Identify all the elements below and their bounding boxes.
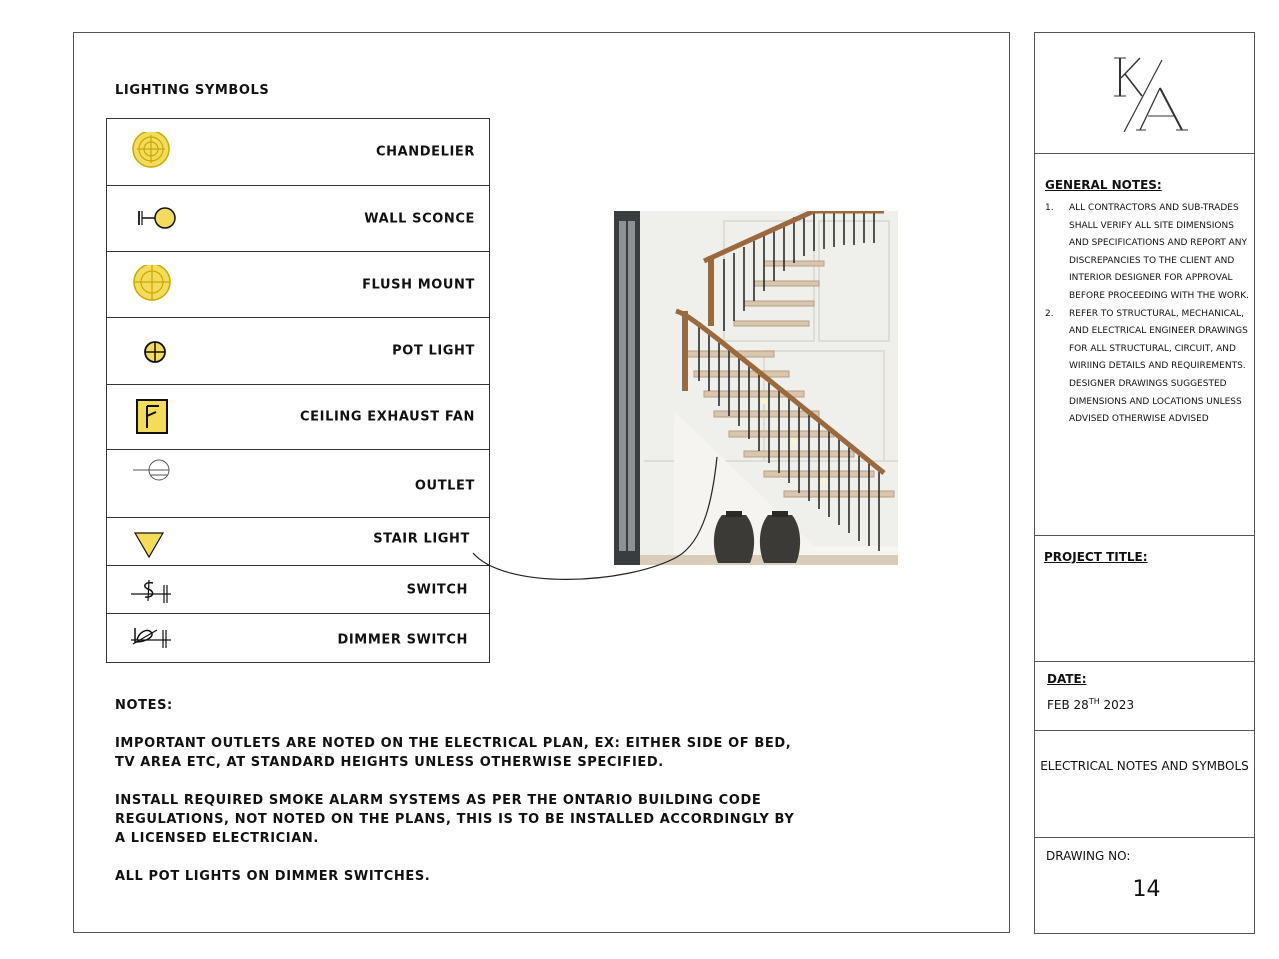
legend-label: CEILING EXHAUST FAN [300, 409, 475, 425]
project-title-label: PROJECT TITLE: [1044, 550, 1148, 564]
legend-row-pot-light [107, 318, 489, 385]
title-block [1034, 32, 1255, 934]
legend-label: CHANDELIER [375, 144, 475, 160]
exhaust-fan-symbol-icon [125, 397, 177, 437]
general-notes-title: GENERAL NOTES: [1045, 178, 1162, 192]
legend-label: WALL SCONCE [364, 211, 475, 226]
legend-row-exhaust-fan [107, 385, 489, 450]
general-note-number: 2. [1045, 308, 1054, 319]
legend-row-dimmer-switch [107, 614, 489, 662]
lighting-legend-table [106, 118, 490, 663]
drawing-no-label: DRAWING NO: [1046, 849, 1131, 863]
notes-paragraph: ALL POT LIGHTS ON DIMMER SWITCHES. [115, 869, 431, 884]
legend-label: POT LIGHT [392, 343, 475, 359]
legend-row-chandelier [107, 119, 489, 186]
pot-light-symbol-icon [125, 331, 177, 371]
date-main: FEB 28 [1047, 698, 1089, 712]
legend-row-stair-light [107, 518, 489, 566]
stair-light-symbol-icon [125, 522, 177, 562]
flush-mount-symbol-icon [125, 265, 177, 305]
general-note-text: REFER TO STRUCTURAL, MECHANICAL, AND ELECTRICAL ENGINEER DRAWINGS FOR ALL STRUCTURAL, CIRCUIT, AND WIRIING DETAILS AND REQUIREMENTS. DESIGNER DRAWINGS SUGGESTED DIMENSIONS AND LOCATIONS UNLESS ADVISED OTHERWISE ADVISED [1069, 308, 1248, 425]
switch-symbol-icon [125, 570, 177, 610]
notes-section [115, 696, 795, 905]
legend-row-switch [107, 566, 489, 614]
legend-label: STAIR LIGHT [373, 531, 470, 547]
general-note-number: 1. [1045, 203, 1054, 213]
general-note-item [1045, 306, 1250, 429]
date-label: DATE: [1047, 672, 1087, 686]
notes-paragraph: IMPORTANT OUTLETS ARE NOTED ON THE ELECTRICAL PLAN, EX: EITHER SIDE OF BED, TV AREA ETC, AT STANDARD HEIGHTS UNLESS OTHERWISE SPECIFIED. [115, 736, 792, 770]
callout-arc [465, 455, 725, 585]
notes-title: NOTES: [115, 698, 173, 713]
date-value [1047, 697, 1134, 712]
legend-title: LIGHTING SYMBOLS [115, 83, 270, 98]
date-suffix: TH [1088, 697, 1100, 706]
general-note-text: ALL CONTRACTORS AND SUB-TRADES SHALL VERIFY ALL SITE DIMENSIONS AND SPECIFICATIONS AND REPORT ANY DISCREPANCIES TO THE CLIENT AND INTERIOR DESIGNER FOR APPROVAL BEFORE PROCEEDING WITH THE WORK. [1069, 203, 1249, 301]
drawing-no-value: 14 [1132, 877, 1161, 902]
chandelier-symbol-icon [125, 132, 177, 172]
legend-row-flush-mount [107, 252, 489, 318]
legend-label: SWITCH [406, 582, 468, 597]
wall-sconce-symbol-icon [125, 199, 177, 239]
ka-logo [1110, 52, 1190, 138]
general-note-item [1045, 200, 1250, 306]
legend-label: DIMMER SWITCH [337, 632, 468, 648]
notes-paragraph: INSTALL REQUIRED SMOKE ALARM SYSTEMS AS PER THE ONTARIO BUILDING CODE REGULATIONS, NOT NOTED ON THE PLANS, THIS IS TO BE INSTALLED ACCORDINGLY BY A LICENSED ELECTRICIAN. [115, 793, 795, 846]
legend-label: OUTLET [414, 478, 475, 494]
general-notes-list [1045, 200, 1250, 429]
legend-row-wall-sconce [107, 186, 489, 252]
legend-row-outlet [107, 450, 489, 518]
dimmer-switch-symbol-icon [125, 618, 177, 658]
outlet-symbol-icon [125, 458, 177, 498]
date-year: 2023 [1099, 698, 1135, 712]
sheet-title: ELECTRICAL NOTES AND SYMBOLS [1040, 759, 1249, 773]
legend-label: FLUSH MOUNT [362, 277, 475, 292]
